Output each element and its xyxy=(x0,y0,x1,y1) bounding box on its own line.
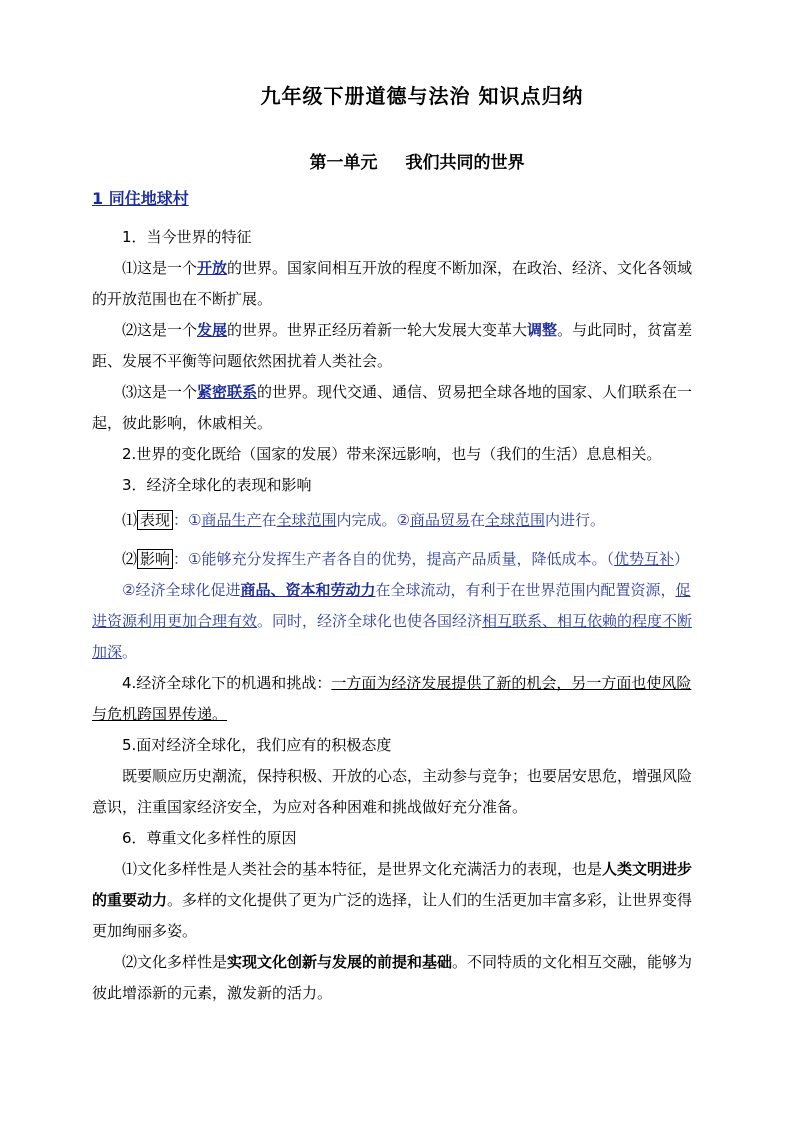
paragraph: ⑴文化多样性是人类社会的基本特征，是世界文化充满活力的表现，也是人类文明进步的重要动力。多样的文化提供了更为广泛的选择，让人们的生活更加丰富多彩，让世界变得更加绚丽多姿。 xyxy=(92,860,693,940)
paragraph: ⑶这是一个紧密联系的世界。现代交通、通信、贸易把全球各地的国家、人们联系在一起，彼此影响，休戚相关。 xyxy=(92,383,693,432)
paragraph: 4.经济全球化下的机遇和挑战：一方面为经济发展提供了新的机会，另一方面也使风险与危机跨国界传递。 xyxy=(92,674,692,723)
boxed-term: 影响 xyxy=(137,549,173,569)
paragraph: 既要顺应历史潮流，保持积极、开放的心态，主动参与竞争；也要居安思危，增强风险意识，注重国家经济安全，为应对各种困难和挑战做好充分准备。 xyxy=(92,767,693,816)
document-title: 九年级下册道德与法治 知识点归纳 xyxy=(260,84,584,108)
document-body xyxy=(92,222,704,1009)
unit-label: 第一单元 xyxy=(309,153,378,173)
paragraph: ⑴这是一个开放的世界。国家间相互开放的程度不断加深，在政治、经济、文化各领域的开放范围也在不断扩展。 xyxy=(92,259,693,308)
section-heading: 3．经济全球化的表现和影响 xyxy=(122,476,312,494)
paragraph: 2.世界的变化既给（国家的发展）带来深远影响，也与（我们的生活）息息相关。 xyxy=(122,445,662,463)
paragraph: ⑵ 影响 ：①能够充分发挥生产者各自的优势，提高产品质量，降低成本。（优势互补） xyxy=(122,550,690,568)
unit-name: 我们共同的世界 xyxy=(405,153,525,173)
section-heading: 6．尊重文化多样性的原因 xyxy=(122,829,297,847)
paragraph: ⑴ 表现 ：①商品生产在全球范围内完成。②商品贸易在全球范围内进行。 xyxy=(122,511,606,529)
boxed-term: 表现 xyxy=(137,510,173,530)
paragraph: ②经济全球化促进商品、资本和劳动力在全球流动，有利于在世界范围内配置资源，促进资源利用更加合理有效。同时，经济全球化也使各国经济相互联系、相互依赖的程度不断加深。 xyxy=(92,581,693,661)
section-heading: 5.面对经济全球化，我们应有的积极态度 xyxy=(122,736,392,754)
paragraph: ⑵这是一个发展的世界。世界正经历着新一轮大发展大变革大调整。与此同时，贫富差距、发展不平衡等问题依然困扰着人类社会。 xyxy=(92,321,693,370)
unit-title xyxy=(0,148,794,173)
lesson-title[interactable]: 1 同住地球村 xyxy=(92,189,189,208)
paragraph: ⑵文化多样性是实现文化创新与发展的前提和基础。不同特质的文化相互交融，能够为彼此增添新的元素，激发新的活力。 xyxy=(92,953,693,1002)
section-heading: 1．当今世界的特征 xyxy=(122,228,252,246)
